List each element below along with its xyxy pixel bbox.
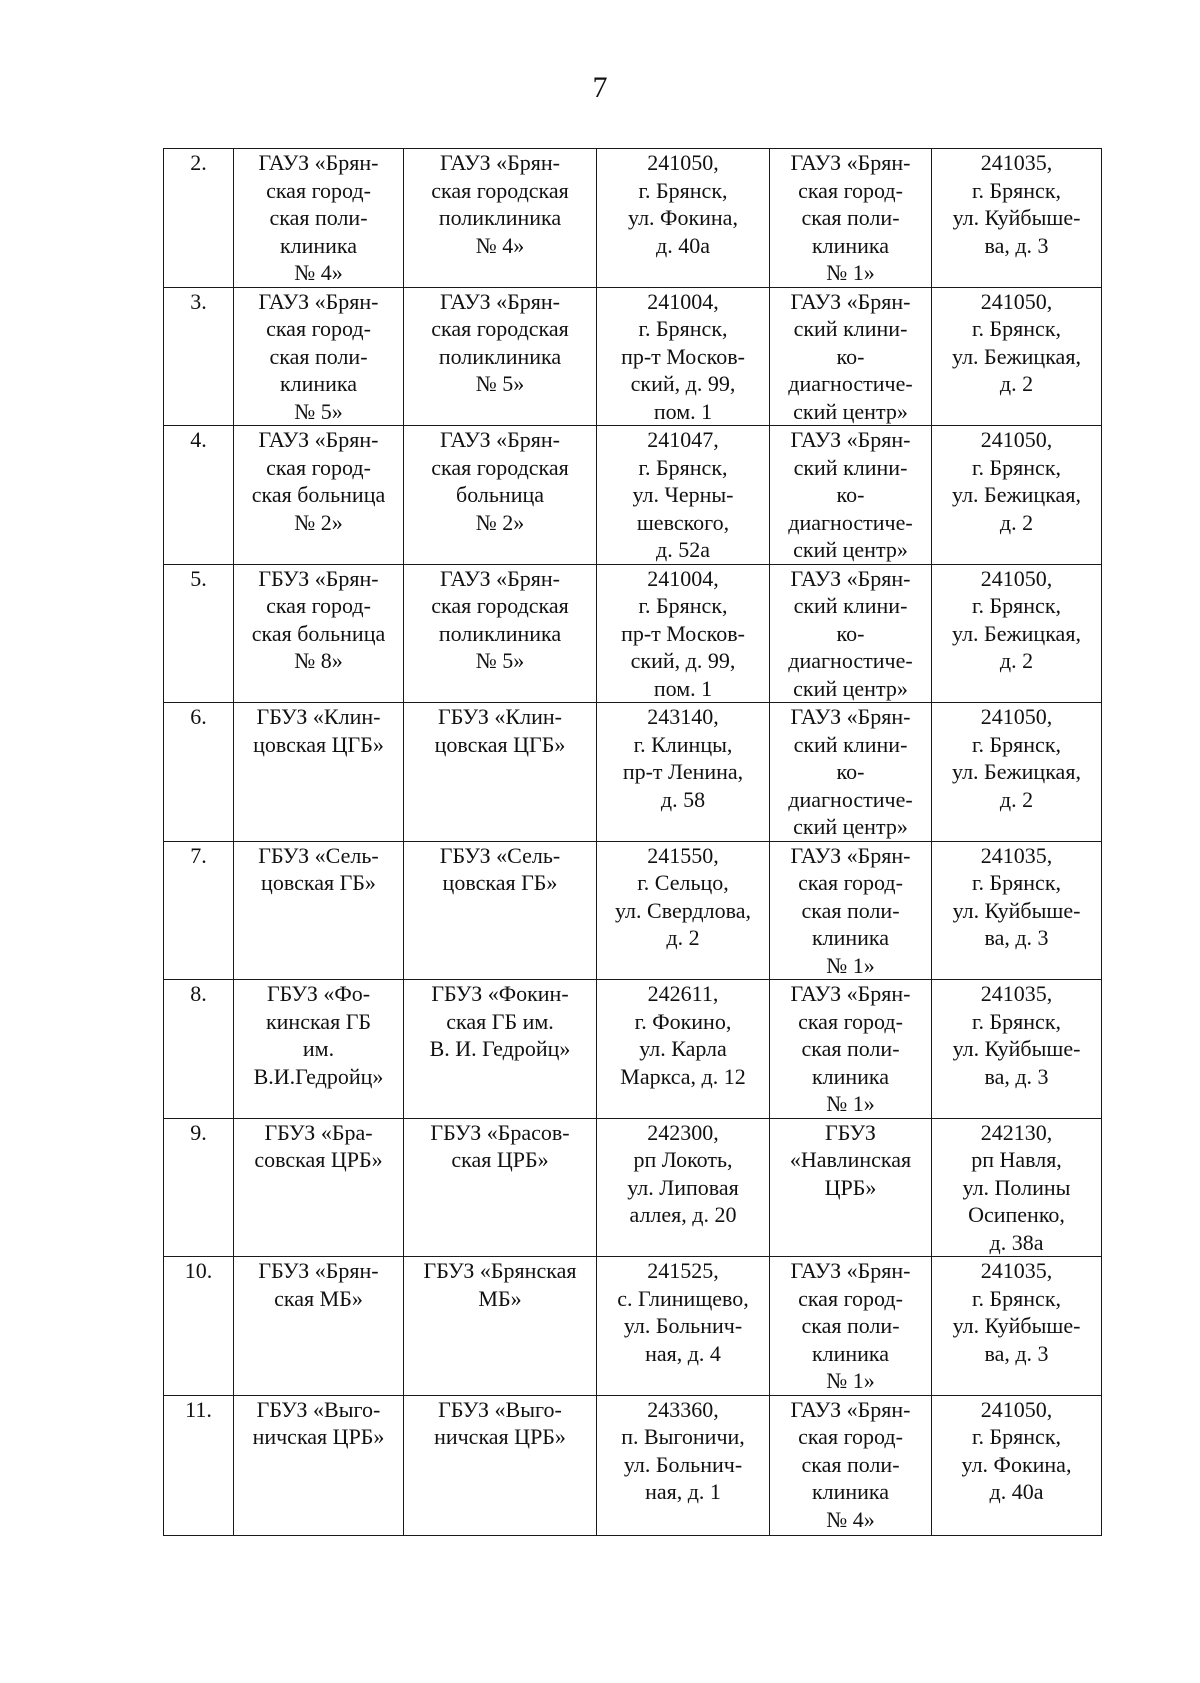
- attached-organization: ГАУЗ «Брян- ская город- ская поли- клиника № 1»: [770, 149, 932, 288]
- organization-name: ГАУЗ «Брян- ская город- ская поли- клиника № 4»: [234, 149, 404, 288]
- attached-organization: ГАУЗ «Брян- ская город- ская поли- клиника № 1»: [770, 1257, 932, 1396]
- attached-organization-address: 241035, г. Брянск, ул. Куйбыше- ва, д. 3: [932, 149, 1102, 288]
- organization-name: ГАУЗ «Брян- ская город- ская поли- клиника № 5»: [234, 287, 404, 426]
- row-number: 5.: [164, 564, 234, 703]
- organization-address: 243140, г. Клинцы, пр-т Ленина, д. 58: [597, 703, 770, 842]
- row-number: 3.: [164, 287, 234, 426]
- organization-short-name: ГБУЗ «Клин- цовская ЦГБ»: [404, 703, 597, 842]
- row-number: 10.: [164, 1257, 234, 1396]
- table-row: [164, 287, 1102, 426]
- attached-organization-address: 241050, г. Брянск, ул. Бежицкая, д. 2: [932, 287, 1102, 426]
- organization-short-name: ГБУЗ «Брянская МБ»: [404, 1257, 597, 1396]
- row-number: 4.: [164, 426, 234, 565]
- organizations-table: [163, 148, 1102, 1536]
- attached-organization: ГАУЗ «Брян- ская город- ская поли- клиника № 4»: [770, 1395, 932, 1535]
- organization-name: ГБУЗ «Сель- цовская ГБ»: [234, 841, 404, 980]
- attached-organization-address: 241050, г. Брянск, ул. Бежицкая, д. 2: [932, 703, 1102, 842]
- organization-address: 242611, г. Фокино, ул. Карла Маркса, д. 12: [597, 980, 770, 1119]
- table-row: [164, 1395, 1102, 1535]
- attached-organization: ГАУЗ «Брян- ский клини- ко- диагностиче- ский центр»: [770, 703, 932, 842]
- attached-organization-address: 241050, г. Брянск, ул. Фокина, д. 40а: [932, 1395, 1102, 1535]
- page-number: 7: [592, 71, 608, 104]
- row-number: 8.: [164, 980, 234, 1119]
- organization-name: ГБУЗ «Брян- ская МБ»: [234, 1257, 404, 1396]
- organization-address: 241550, г. Сельцо, ул. Свердлова, д. 2: [597, 841, 770, 980]
- attached-organization: ГАУЗ «Брян- ская город- ская поли- клиника № 1»: [770, 841, 932, 980]
- organization-short-name: ГАУЗ «Брян- ская городская больница № 2»: [404, 426, 597, 565]
- table-row: [164, 564, 1102, 703]
- attached-organization-address: 241035, г. Брянск, ул. Куйбыше- ва, д. 3: [932, 980, 1102, 1119]
- row-number: 9.: [164, 1118, 234, 1257]
- organization-name: ГБУЗ «Выго- ничская ЦРБ»: [234, 1395, 404, 1535]
- row-number: 7.: [164, 841, 234, 980]
- attached-organization: ГАУЗ «Брян- ский клини- ко- диагностиче- ский центр»: [770, 287, 932, 426]
- table-row: [164, 426, 1102, 565]
- table-row: [164, 980, 1102, 1119]
- organization-address: 241050, г. Брянск, ул. Фокина, д. 40а: [597, 149, 770, 288]
- organization-short-name: ГАУЗ «Брян- ская городская поликлиника № 5»: [404, 564, 597, 703]
- organization-name: ГБУЗ «Бра- совская ЦРБ»: [234, 1118, 404, 1257]
- organization-address: 241047, г. Брянск, ул. Черны- шевского, д. 52а: [597, 426, 770, 565]
- organization-name: ГБУЗ «Брян- ская город- ская больница № 8»: [234, 564, 404, 703]
- organization-short-name: ГАУЗ «Брян- ская городская поликлиника № 5»: [404, 287, 597, 426]
- table-row: [164, 703, 1102, 842]
- table-row: [164, 1257, 1102, 1396]
- table-body: [164, 149, 1102, 1536]
- attached-organization: ГАУЗ «Брян- ский клини- ко- диагностиче- ский центр»: [770, 564, 932, 703]
- attached-organization-address: 241050, г. Брянск, ул. Бежицкая, д. 2: [932, 426, 1102, 565]
- table-row: [164, 841, 1102, 980]
- organization-name: ГБУЗ «Фо- кинская ГБ им. В.И.Гедройц»: [234, 980, 404, 1119]
- organization-address: 243360, п. Выгоничи, ул. Больнич- ная, д. 1: [597, 1395, 770, 1535]
- organization-short-name: ГАУЗ «Брян- ская городская поликлиника № 4»: [404, 149, 597, 288]
- organization-name: ГБУЗ «Клин- цовская ЦГБ»: [234, 703, 404, 842]
- attached-organization-address: 242130, рп Навля, ул. Полины Осипенко, д. 38а: [932, 1118, 1102, 1257]
- organization-short-name: ГБУЗ «Сель- цовская ГБ»: [404, 841, 597, 980]
- organization-address: 241004, г. Брянск, пр-т Москов- ский, д. 99, пом. 1: [597, 564, 770, 703]
- row-number: 2.: [164, 149, 234, 288]
- organization-short-name: ГБУЗ «Фокин- ская ГБ им. В. И. Гедройц»: [404, 980, 597, 1119]
- table-row: [164, 1118, 1102, 1257]
- attached-organization: ГБУЗ «Навлинская ЦРБ»: [770, 1118, 932, 1257]
- organization-address: 242300, рп Локоть, ул. Липовая аллея, д. 20: [597, 1118, 770, 1257]
- organization-address: 241004, г. Брянск, пр-т Москов- ский, д. 99, пом. 1: [597, 287, 770, 426]
- attached-organization: ГАУЗ «Брян- ская город- ская поли- клиника № 1»: [770, 980, 932, 1119]
- organization-short-name: ГБУЗ «Брасов- ская ЦРБ»: [404, 1118, 597, 1257]
- row-number: 11.: [164, 1395, 234, 1535]
- attached-organization: ГАУЗ «Брян- ский клини- ко- диагностиче- ский центр»: [770, 426, 932, 565]
- attached-organization-address: 241050, г. Брянск, ул. Бежицкая, д. 2: [932, 564, 1102, 703]
- organization-address: 241525, с. Глинищево, ул. Больнич- ная, д. 4: [597, 1257, 770, 1396]
- attached-organization-address: 241035, г. Брянск, ул. Куйбыше- ва, д. 3: [932, 1257, 1102, 1396]
- row-number: 6.: [164, 703, 234, 842]
- table-row: [164, 149, 1102, 288]
- organization-short-name: ГБУЗ «Выго- ничская ЦРБ»: [404, 1395, 597, 1535]
- organization-name: ГАУЗ «Брян- ская город- ская больница № 2»: [234, 426, 404, 565]
- attached-organization-address: 241035, г. Брянск, ул. Куйбыше- ва, д. 3: [932, 841, 1102, 980]
